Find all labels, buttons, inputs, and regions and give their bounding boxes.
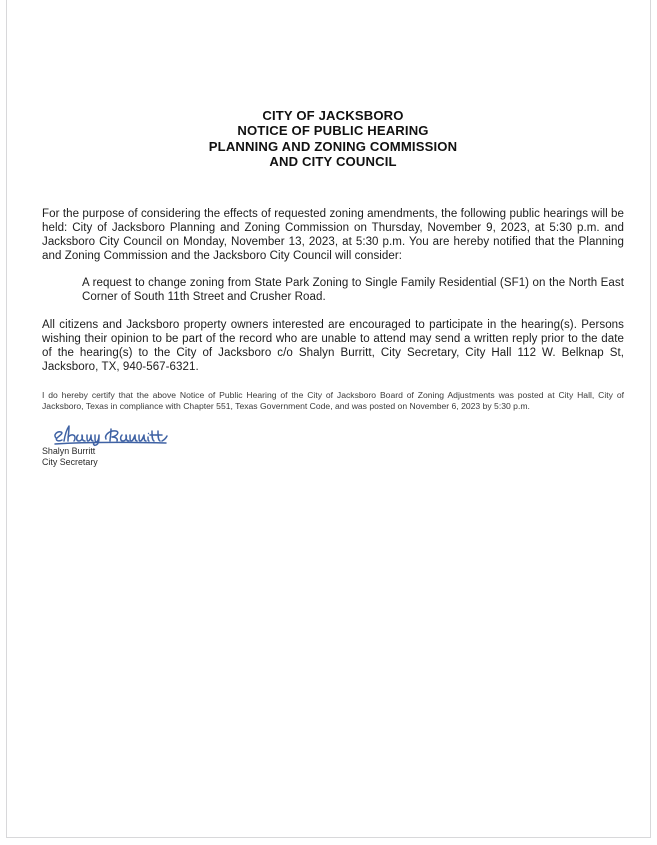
signature-typed-name: Shalyn Burritt bbox=[42, 445, 96, 456]
heading-line-council: AND CITY COUNCIL bbox=[269, 154, 397, 170]
heading-line-commission: PLANNING AND ZONING COMMISSION bbox=[208, 138, 458, 154]
signature-block bbox=[42, 423, 624, 468]
document-content bbox=[42, 0, 624, 467]
paragraph-zoning-request: A request to change zoning from State Park Zoning to Single Family Residential (SF1) on the North East Corner of South 11th Street and Crusher Road. bbox=[82, 276, 624, 303]
paragraph-certification: I do hereby certify that the above Notice of Public Hearing of the City of Jacksboro Board of Zoning Adjustments was posted at City Hall, City of Jacksboro, Texas in compliance with Chapter 551, Texas Government Code, and was posted on November 6, 2023 by 5:30 p.m. bbox=[42, 389, 624, 412]
signature-typed-title: City Secretary bbox=[42, 456, 98, 467]
paragraph-participation: All citizens and Jacksboro property owners interested are encouraged to participate in the hearing(s). Persons wishing their opinion to be part of the record who are unable to attend may send a written reply prior to the date of the hearing(s) to the City of Jacksboro c/o Shalyn Burritt, City Secretary, City Hall 112 W. Belknap St, Jacksboro, TX, 940-567-6321. bbox=[42, 318, 624, 373]
heading-line-notice: NOTICE OF PUBLIC HEARING bbox=[237, 123, 429, 139]
paragraph-purpose: For the purpose of considering the effects of requested zoning amendments, the following public hearings will be held: City of Jacksboro Planning and Zoning Commission on Thursday, November 9, 2023, at 5:30 p.m. and Jacksboro City Council on Monday, November 13, 2023, at 5:30 p.m. You are hereby notified that the Planning and Zoning Commission and the Jacksboro City Council will consider: bbox=[42, 207, 624, 262]
document-page bbox=[6, 0, 651, 838]
document-heading bbox=[42, 0, 624, 170]
handwritten-signature-icon bbox=[44, 423, 244, 447]
heading-line-city: CITY OF JACKSBORO bbox=[262, 108, 404, 123]
